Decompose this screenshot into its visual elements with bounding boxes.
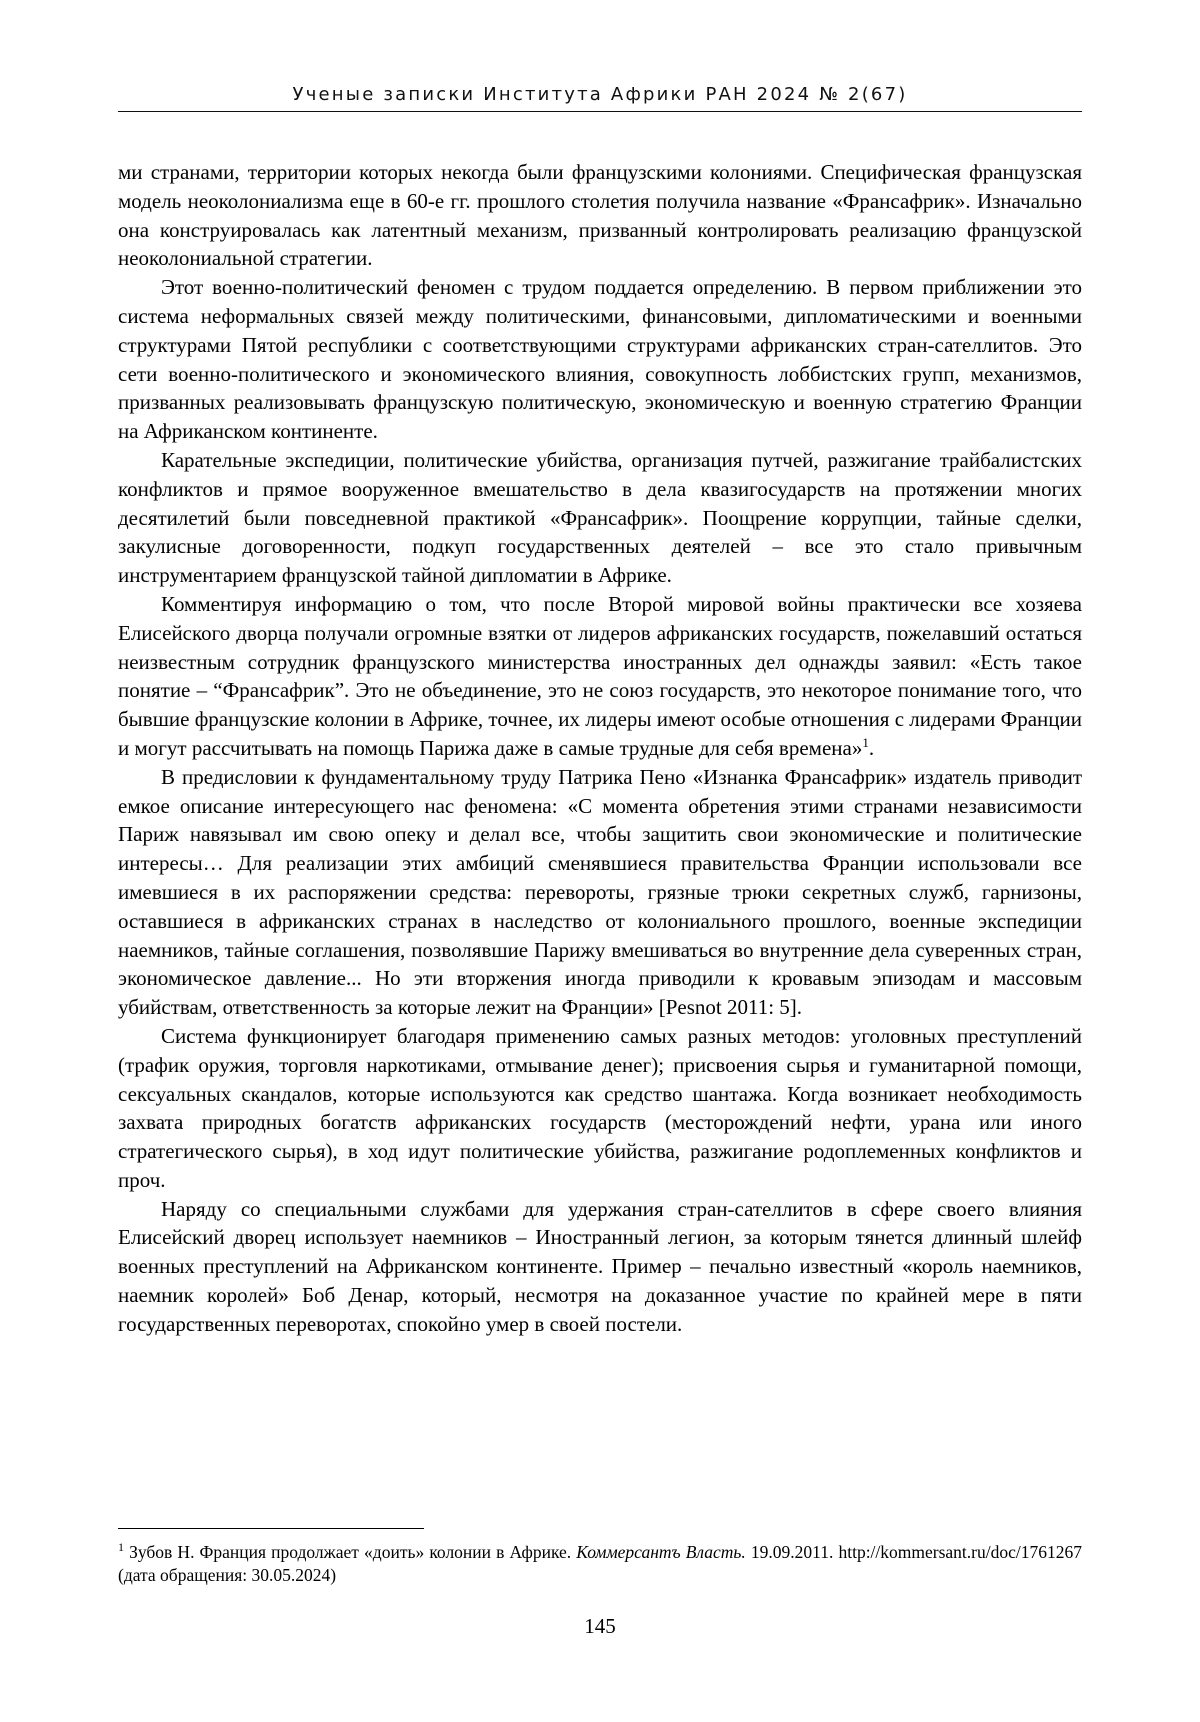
footnote-1 (118, 1541, 1082, 1587)
footnote-reference-1[interactable]: 1 (862, 734, 869, 750)
paragraph-7: Наряду со специальными службами для удержания стран-сателлитов в сфере своего влияния Елисейский дворец использует наемников – Иностранный легион, за которым тянется длинный шлейф военных преступлений на Африканском континенте. Пример – печально известный «король наемников, наемник королей» Боб Денар, который, несмотря на доказанное участие по крайней мере в пяти государственных переворотах, спокойно умер в своей постели. (118, 1196, 1082, 1336)
paragraph-1: ми странами, территории которых некогда были французскими колониями. Специфическая французская модель неоколониализма еще в 60-е гг. прошлого столетия получила название «Франсафрик». Изначально она конструировалась как латентный механизм, призванный контролировать реализацию французской неоколониальной стратегии. (118, 160, 1082, 271)
paragraph-4 (118, 590, 1082, 763)
paragraph-3: Карательные экспедиции, политические убийства, организация путчей, разжигание трайбалистских конфликтов и прямое вооруженное вмешательство в дела квазигосударств на протяжении многих десятилетий были повседневной практикой «Франсафрик». Поощрение коррупции, тайные сделки, закулисные договоренности, подкуп государственных деятелей – все это стало привычным инструментарием французской тайной дипломатии в Африке. (118, 447, 1082, 588)
footnote-text-before: Зубов Н. Франция продолжает «доить» колонии в Африке. (124, 1542, 577, 1562)
header-rule (118, 111, 1082, 112)
footnote-source: Коммерсантъ Власть. (576, 1542, 746, 1562)
footnote-separator (118, 1528, 424, 1529)
article-body (118, 158, 1082, 1339)
paragraph-5: В предисловии к фундаментальному труду Патрика Пено «Изнанка Франсафрик» издатель приводит емкое описание интересующего нас феномена: «С момента обретения этими странами независимости Париж навязывал им свою опеку и делал все, чтобы защитить свои экономические и политические интересы… Для реализации этих амбиций сменявшиеся правительства Франции использовали все имевшиеся в их распоряжении средства: перевороты, грязные трюки секретных служб, гарнизоны, оставшиеся в африканских странах в наследство от колониального прошлого, военные экспедиции наемников, тайные соглашения, позволявшие Парижу вмешиваться во внутренние дела суверенных стран, экономическое давление... Но эти вторжения иногда приводили к кровавым эпизодам и массовым убийствам, ответственность за которые лежит на Франции» [Pesnot 2011: 5]. (118, 764, 1082, 1020)
paragraph-2: Этот военно-политический феномен с трудом поддается определению. В первом приближении это система неформальных связей между политическими, финансовыми, дипломатическими и военными структурами Пятой республики с соответствующими структурами африканских стран-сателлитов. Это сети военно-политического и экономического влияния, совокупность лоббистских групп, механизмов, призванных реализовывать французскую политическую, экономическую и военную стратегию Франции на Африканском континенте. (118, 275, 1082, 444)
footnote-text-after: 19.09.2011. http://kommersant.ru/doc/1761267 (дата обращения: 30.05.2024) (118, 1542, 1082, 1585)
paragraph-4-end: . (868, 735, 875, 760)
footnote-number: 1 (118, 1540, 124, 1555)
page-number: 145 (584, 1614, 616, 1638)
paragraph-4-text: Комментируя информацию о том, что после Второй мировой войны практически все хозяева Елисейского дворца получали огромные взятки от лидеров африканских государств, пожелавший остаться неизвестным сотрудник французского министерства иностранных дел однажды заявил: «Есть такое понятие – “Франсафрик”. Это не объединение, это не союз государств, это некоторое понимание того, что бывшие французские колонии в Африке, точнее, их лидеры имеют особые отношения с лидерами Франции и могут рассчитывать на помощь Парижа даже в самые трудные для себя времена» (118, 591, 1082, 760)
paragraph-6: Система функционирует благодаря применению самых разных методов: уголовных преступлений (трафик оружия, торговля наркотиками, отмывание денег); присвоения сырья и гуманитарной помощи, сексуальных скандалов, которые используются как средство шантажа. Когда возникает необходимость захвата природных богатств африканских государств (месторождений нефти, урана или иного стратегического сырья), в ход идут политические убийства, разжигание родоплеменных конфликтов и проч. (118, 1023, 1082, 1192)
running-header-title: Ученые записки Института Африки РАН 2024 № 2(67) (292, 84, 908, 105)
